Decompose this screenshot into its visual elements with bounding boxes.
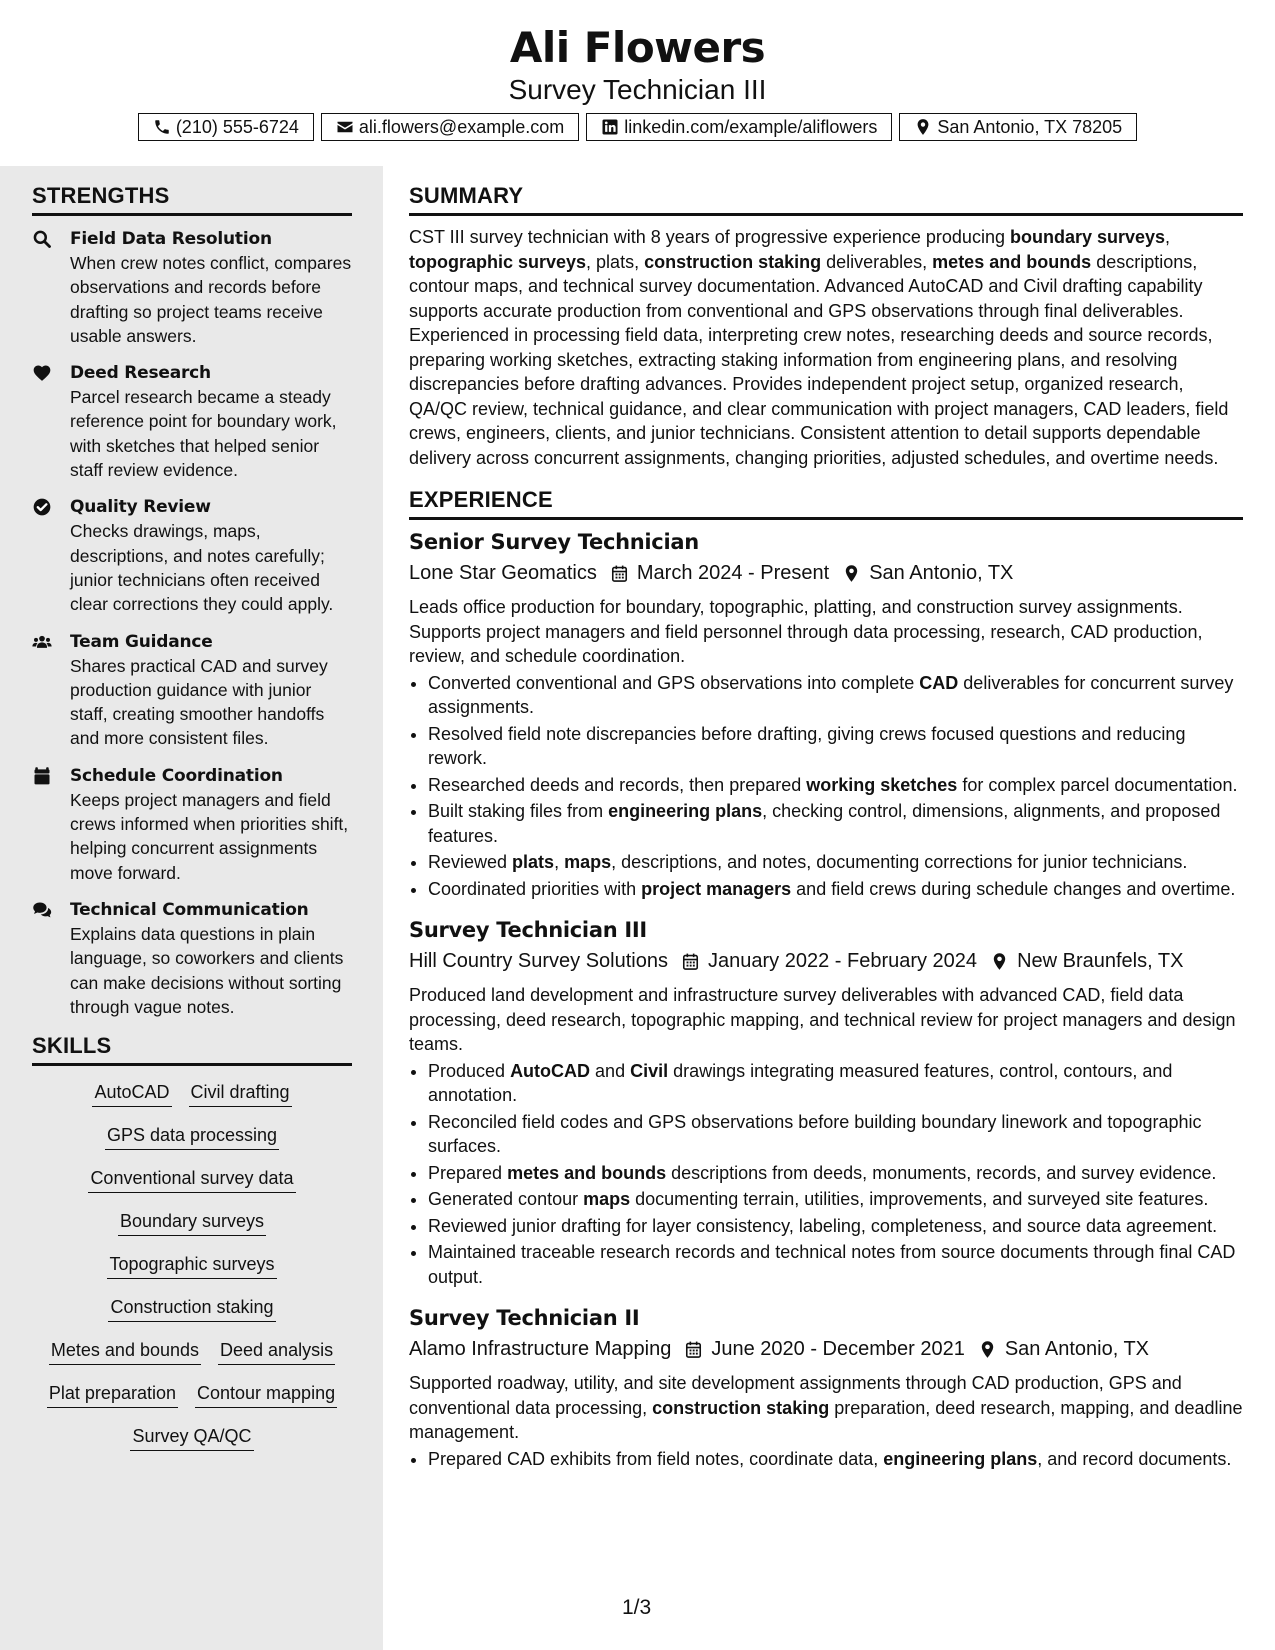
job-entry xyxy=(409,915,1243,1289)
strength-description: When crew notes conflict, compares observations and records before drafting so project teams receive usable answers. xyxy=(70,253,352,346)
strength-description: Parcel research became a steady reference point for boundary work, with sketches that helped senior staff review evidence. xyxy=(70,387,337,481)
job-location: San Antonio, TX xyxy=(869,562,1014,584)
text-run: deliverables, xyxy=(821,251,933,272)
contact-phone[interactable] xyxy=(138,113,314,141)
job-location: San Antonio, TX xyxy=(1004,1338,1150,1360)
emphasized-text: plats xyxy=(512,852,555,872)
skills-row xyxy=(36,1123,348,1150)
job-bullet xyxy=(428,1240,1243,1289)
job-bullet xyxy=(428,1187,1243,1212)
text-run: Maintained traceable research records and technical notes from source documents through final CAD output. xyxy=(428,1242,1236,1287)
map-pin-icon xyxy=(990,952,1009,971)
job-bullet xyxy=(428,850,1243,875)
job-bullet xyxy=(428,773,1243,798)
job-bullets xyxy=(409,1447,1243,1472)
skill-tag: Plat preparation xyxy=(47,1381,178,1408)
strength-title: Schedule Coordination xyxy=(70,765,283,786)
contact-phone-text: (210) 555-6724 xyxy=(175,116,299,137)
job-bullet xyxy=(428,1110,1243,1159)
skills-row xyxy=(36,1080,348,1107)
job-entry xyxy=(409,1303,1243,1471)
strength-title: Deed Research xyxy=(70,363,211,384)
strength-title: Quality Review xyxy=(70,497,211,518)
contact-email[interactable] xyxy=(321,113,579,141)
skill-tag: Survey QA/QC xyxy=(130,1424,253,1451)
skills-row xyxy=(36,1424,348,1451)
emphasized-text: topographic surveys xyxy=(409,251,587,272)
strengths-list xyxy=(32,227,352,1019)
strength-item xyxy=(32,630,352,751)
contact-email-text: ali.flowers@example.com xyxy=(358,116,565,137)
skills-row xyxy=(36,1381,348,1408)
text-run: and xyxy=(590,1060,631,1081)
job-company: Lone Star Geomatics xyxy=(409,562,597,584)
job-location: New Braunfels, TX xyxy=(1017,950,1184,972)
job-description xyxy=(409,1371,1243,1445)
job-bullet xyxy=(428,1161,1243,1186)
strength-title: Team Guidance xyxy=(70,631,213,652)
skills-list xyxy=(32,1080,352,1451)
text-run: CST III survey technician with 8 years of progressive experience producing xyxy=(409,227,1010,247)
text-run: , xyxy=(554,852,565,872)
text-run: preparation, deed research, mapping, and deadline management. xyxy=(409,1397,1243,1442)
emphasized-text: AutoCAD xyxy=(510,1060,591,1081)
check-circle-icon xyxy=(32,497,52,517)
text-run: and field crews during schedule changes and overtime. xyxy=(791,878,1236,899)
strength-item xyxy=(32,898,352,1019)
search-icon xyxy=(32,229,52,249)
job-bullet xyxy=(428,1059,1243,1108)
skills-row xyxy=(36,1166,348,1193)
calendar-icon xyxy=(684,1340,703,1359)
skills-row xyxy=(36,1209,348,1236)
experience-list xyxy=(409,527,1243,1471)
text-run: Coordinated priorities with xyxy=(428,878,642,899)
experience-heading: EXPERIENCE xyxy=(409,486,1243,520)
strength-description: Checks drawings, maps, descriptions, and notes carefully; junior technicians often received clear corrections they could apply. xyxy=(70,521,334,615)
skill-tag: Construction staking xyxy=(108,1295,275,1322)
heart-icon xyxy=(32,363,52,383)
job-dates: March 2024 - Present xyxy=(636,562,830,584)
skill-tag: Topographic surveys xyxy=(107,1252,276,1279)
contact-location xyxy=(899,113,1137,141)
text-run: deliverables for concurrent survey assignments. xyxy=(428,672,1234,717)
contact-linkedin[interactable] xyxy=(586,113,892,141)
job-description: Leads office production for boundary, topographic, platting, and construction survey assignments. Supports project managers and field personnel through data processing, research, CAD production, review, and schedule coordination. xyxy=(409,597,1203,666)
text-run: Researched deeds and records, then prepared xyxy=(428,774,807,795)
job-bullet xyxy=(428,722,1243,771)
skill-tag: AutoCAD xyxy=(92,1080,171,1107)
job-bullets xyxy=(409,671,1243,902)
text-run: , checking control, dimensions, alignments, and proposed features. xyxy=(428,801,1221,846)
job-role: Survey Technician II xyxy=(409,1306,640,1330)
text-run: Built staking files from xyxy=(428,801,609,821)
text-run: Supported roadway, utility, and site development assignments through CAD production, GPS and conventional data processing, xyxy=(409,1373,1182,1418)
text-run: Generated contour xyxy=(428,1189,584,1209)
text-run: Converted conventional and GPS observations into complete xyxy=(428,672,920,693)
job-bullet xyxy=(428,877,1243,902)
text-run: , and record documents. xyxy=(1037,1448,1232,1469)
job-role: Survey Technician III xyxy=(409,918,647,942)
job-description: Produced land development and infrastructure survey deliverables with advanced CAD, field data processing, deed research, topographic mapping, and technical review for project managers and design teams. xyxy=(409,985,1236,1054)
contact-bar xyxy=(0,113,1275,141)
text-run: drawings integrating measured features, control, contours, and annotation. xyxy=(428,1060,1173,1105)
strength-item xyxy=(32,764,352,885)
users-icon xyxy=(32,632,52,652)
job-meta xyxy=(409,945,1243,977)
skill-tag: Boundary surveys xyxy=(118,1209,266,1236)
job-bullet xyxy=(428,799,1243,848)
emphasized-text: engineering plans xyxy=(608,801,763,821)
emphasized-text: maps xyxy=(564,852,612,872)
job-bullet xyxy=(428,1214,1243,1239)
candidate-name: Ali Flowers xyxy=(509,23,766,72)
text-run: Reconciled field codes and GPS observations before building boundary linework and topographic surfaces. xyxy=(428,1111,1202,1156)
text-run: Resolved field note discrepancies before drafting, giving crews focused questions and reducing rework. xyxy=(428,723,1186,768)
phone-icon xyxy=(153,118,171,136)
skills-heading: SKILLS xyxy=(32,1032,352,1066)
strength-title: Field Data Resolution xyxy=(70,229,272,249)
emphasized-text: maps xyxy=(583,1189,631,1209)
emphasized-text: Civil xyxy=(630,1060,669,1081)
strength-title: Technical Communication xyxy=(70,899,309,920)
map-pin-icon xyxy=(978,1340,997,1359)
text-run: Prepared xyxy=(428,1162,508,1183)
job-meta xyxy=(409,557,1243,589)
job-role: Senior Survey Technician xyxy=(409,530,699,554)
summary-text xyxy=(409,225,1243,470)
skill-tag: Conventional survey data xyxy=(88,1166,295,1193)
text-run: Reviewed junior drafting for layer consistency, labeling, completeness, and source data agreement. xyxy=(428,1215,1218,1236)
page-number: 1/3 xyxy=(622,1596,652,1619)
text-run: , plats, xyxy=(586,251,645,272)
calendar-icon xyxy=(681,952,700,971)
job-dates: June 2020 - December 2021 xyxy=(711,1338,965,1360)
calendar-icon xyxy=(610,564,629,583)
text-run: Produced xyxy=(428,1060,511,1081)
emphasized-text: construction staking xyxy=(652,1397,830,1418)
job-company: Alamo Infrastructure Mapping xyxy=(409,1338,672,1360)
skill-tag: Civil drafting xyxy=(189,1080,292,1107)
text-run: Prepared CAD exhibits from field notes, coordinate data, xyxy=(428,1448,884,1469)
text-run: descriptions from deeds, monuments, records, and survey evidence. xyxy=(666,1162,1217,1183)
map-pin-icon xyxy=(914,118,932,136)
emphasized-text: CAD xyxy=(919,672,959,693)
skill-tag: Deed analysis xyxy=(218,1338,335,1365)
text-run: documenting terrain, utilities, improvements, and surveyed site features. xyxy=(630,1189,1209,1209)
strength-item xyxy=(32,227,352,348)
job-bullets xyxy=(409,1059,1243,1290)
emphasized-text: project managers xyxy=(641,878,792,899)
job-company: Hill Country Survey Solutions xyxy=(409,950,668,972)
text-run: , xyxy=(1165,227,1171,247)
skill-tag: GPS data processing xyxy=(105,1123,279,1150)
linkedin-icon xyxy=(601,118,619,136)
emphasized-text: metes and bounds xyxy=(507,1162,667,1183)
text-run: , descriptions, and notes, documenting corrections for junior technicians. xyxy=(611,852,1188,872)
strength-description: Shares practical CAD and survey production guidance with junior staff, creating smoother handoffs and more consistent files. xyxy=(70,655,328,749)
strength-item xyxy=(32,495,352,616)
candidate-title: Survey Technician III xyxy=(508,74,767,105)
job-dates: January 2022 - February 2024 xyxy=(708,950,978,972)
calendar-icon xyxy=(32,766,52,786)
emphasized-text: boundary surveys xyxy=(1009,227,1166,247)
job-bullet xyxy=(428,671,1243,720)
emphasized-text: engineering plans xyxy=(883,1448,1038,1469)
main-content xyxy=(409,182,1243,1473)
strength-item xyxy=(32,361,352,482)
text-run: Reviewed xyxy=(428,852,513,872)
sidebar xyxy=(32,182,352,1451)
skill-tag: Metes and bounds xyxy=(49,1338,201,1365)
skills-row xyxy=(36,1338,348,1365)
comments-icon xyxy=(32,900,52,920)
strengths-heading: STRENGTHS xyxy=(32,182,352,216)
summary-heading: SUMMARY xyxy=(409,182,1243,216)
strength-description: Keeps project managers and field crews informed when priorities shift, helping concurrent assignments move forward. xyxy=(70,789,349,883)
skills-row xyxy=(36,1295,348,1322)
resume-header xyxy=(0,22,1275,141)
contact-linkedin-text: linkedin.com/example/aliflowers xyxy=(624,116,878,137)
text-run: descriptions, contour maps, and technical survey documentation. Advanced AutoCAD and Civil drafting capability supports accurate production from conventional and GPS observations through final deliverables. Experienced in processing field data, interpreting crew notes, researching deeds and source records, preparing working sketches, extracting staking information from engineering plans, and resolving discrepancies before drafting advances. Provides independent project setup, organized research, QA/QC review, technical guidance, and clear communication with project managers, CAD leaders, field crews, engineers, clients, and junior technicians. Consistent attention to detail supports dependable delivery across concurrent assignments, changing priorities, adjusted schedules, and overtime needs. xyxy=(409,251,1229,468)
skills-row xyxy=(36,1252,348,1279)
emphasized-text: working sketches xyxy=(806,774,958,795)
strength-description: Explains data questions in plain language, so coworkers and clients can make decisions without sorting through vague notes. xyxy=(70,923,344,1017)
contact-location-text: San Antonio, TX 78205 xyxy=(937,116,1123,137)
job-meta xyxy=(409,1333,1243,1365)
emphasized-text: construction staking xyxy=(644,251,822,272)
map-pin-icon xyxy=(842,564,861,583)
emphasized-text: metes and bounds xyxy=(932,251,1092,272)
skill-tag: Contour mapping xyxy=(195,1381,337,1408)
envelope-icon xyxy=(336,118,354,136)
job-bullet xyxy=(428,1447,1243,1472)
text-run: for complex parcel documentation. xyxy=(957,774,1238,795)
job-entry xyxy=(409,527,1243,901)
